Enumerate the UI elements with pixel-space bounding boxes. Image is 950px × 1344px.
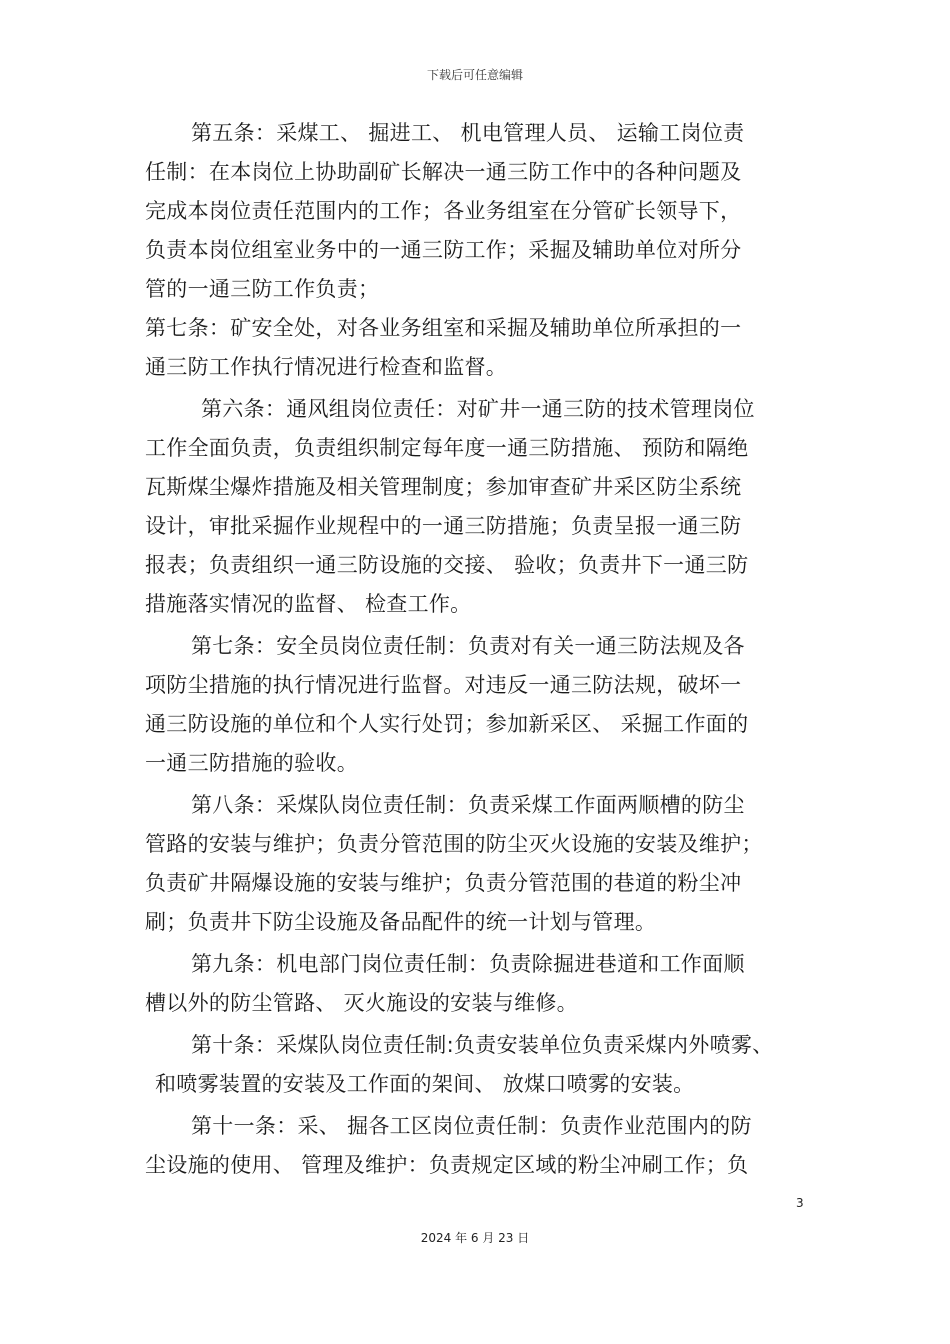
text-line: 槽以外的防尘管路、 灭火施设的安装与维修。 [145, 991, 578, 1015]
footer-date: 2024 年 6 月 23 日 [420, 1231, 530, 1245]
text-line: 工作全面负责，负责组织制定每年度一通三防措施、 预防和隔绝 [145, 436, 749, 460]
text-line: 第九条：机电部门岗位责任制：负责除掘进巷道和工作面顺 [191, 952, 745, 976]
text-line: 第十条：采煤队岗位责任制:负责安装单位负责采煤内外喷雾、 [191, 1033, 774, 1057]
page-header: 下载后可任意编辑 [426, 68, 523, 82]
text-line: 第六条：通风组岗位责任：对矿井一通三防的技术管理岗位 [201, 397, 755, 421]
text-line: 通三防设施的单位和个人实行处罚；参加新采区、 采掘工作面的 [145, 712, 749, 736]
text-line: 任制：在本岗位上协助副矿长解决一通三防工作中的各种问题及 [145, 160, 742, 184]
text-line: 和喷雾装置的安装及工作面的架间、 放煤口喷雾的安装。 [155, 1072, 695, 1096]
text-line: 完成本岗位责任范围内的工作；各业务组室在分管矿长领导下， [145, 199, 742, 223]
text-line: 第十一条：采、 掘各工区岗位责任制：负责作业范围内的防 [191, 1114, 752, 1138]
text-line: 负责矿井隔爆设施的安装与维护；负责分管范围的巷道的粉尘冲 [145, 871, 742, 895]
text-line: 第七条：矿安全处，对各业务组室和采掘及辅助单位所承担的一 [145, 316, 742, 340]
text-line: 第八条：采煤队岗位责任制：负责采煤工作面两顺槽的防尘 [191, 793, 745, 817]
text-line: 报表；负责组织一通三防设施的交接、 验收；负责井下一通三防 [145, 553, 749, 577]
text-line: 措施落实情况的监督、 检查工作。 [145, 592, 472, 616]
text-line: 瓦斯煤尘爆炸措施及相关管理制度；参加审查矿井采区防尘系统 [145, 475, 742, 499]
text-line: 管路的安装与维护；负责分管范围的防尘灭火设施的安装及维护； [145, 832, 763, 856]
text-line: 刷；负责井下防尘设施及备品配件的统一计划与管理。 [145, 910, 657, 934]
text-line: 一通三防措施的验收。 [145, 751, 358, 775]
text-line: 通三防工作执行情况进行检查和监督。 [145, 355, 508, 379]
page-number: 3 [796, 1196, 804, 1210]
text-line: 尘设施的使用、 管理及维护：负责规定区域的粉尘冲刷工作；负 [145, 1153, 749, 1177]
text-line: 项防尘措施的执行情况进行监督。对违反一通三防法规，破坏一 [145, 673, 742, 697]
text-line: 第七条：安全员岗位责任制：负责对有关一通三防法规及各 [191, 634, 745, 658]
text-line: 管的一通三防工作负责； [145, 277, 380, 301]
document-body [145, 114, 835, 1185]
text-line: 设计，审批采掘作业规程中的一通三防措施；负责呈报一通三防 [145, 514, 742, 538]
text-line: 负责本岗位组室业务中的一通三防工作；采掘及辅助单位对所分 [145, 238, 742, 262]
text-line: 第五条：采煤工、 掘进工、 机电管理人员、 运输工岗位责 [191, 121, 745, 145]
